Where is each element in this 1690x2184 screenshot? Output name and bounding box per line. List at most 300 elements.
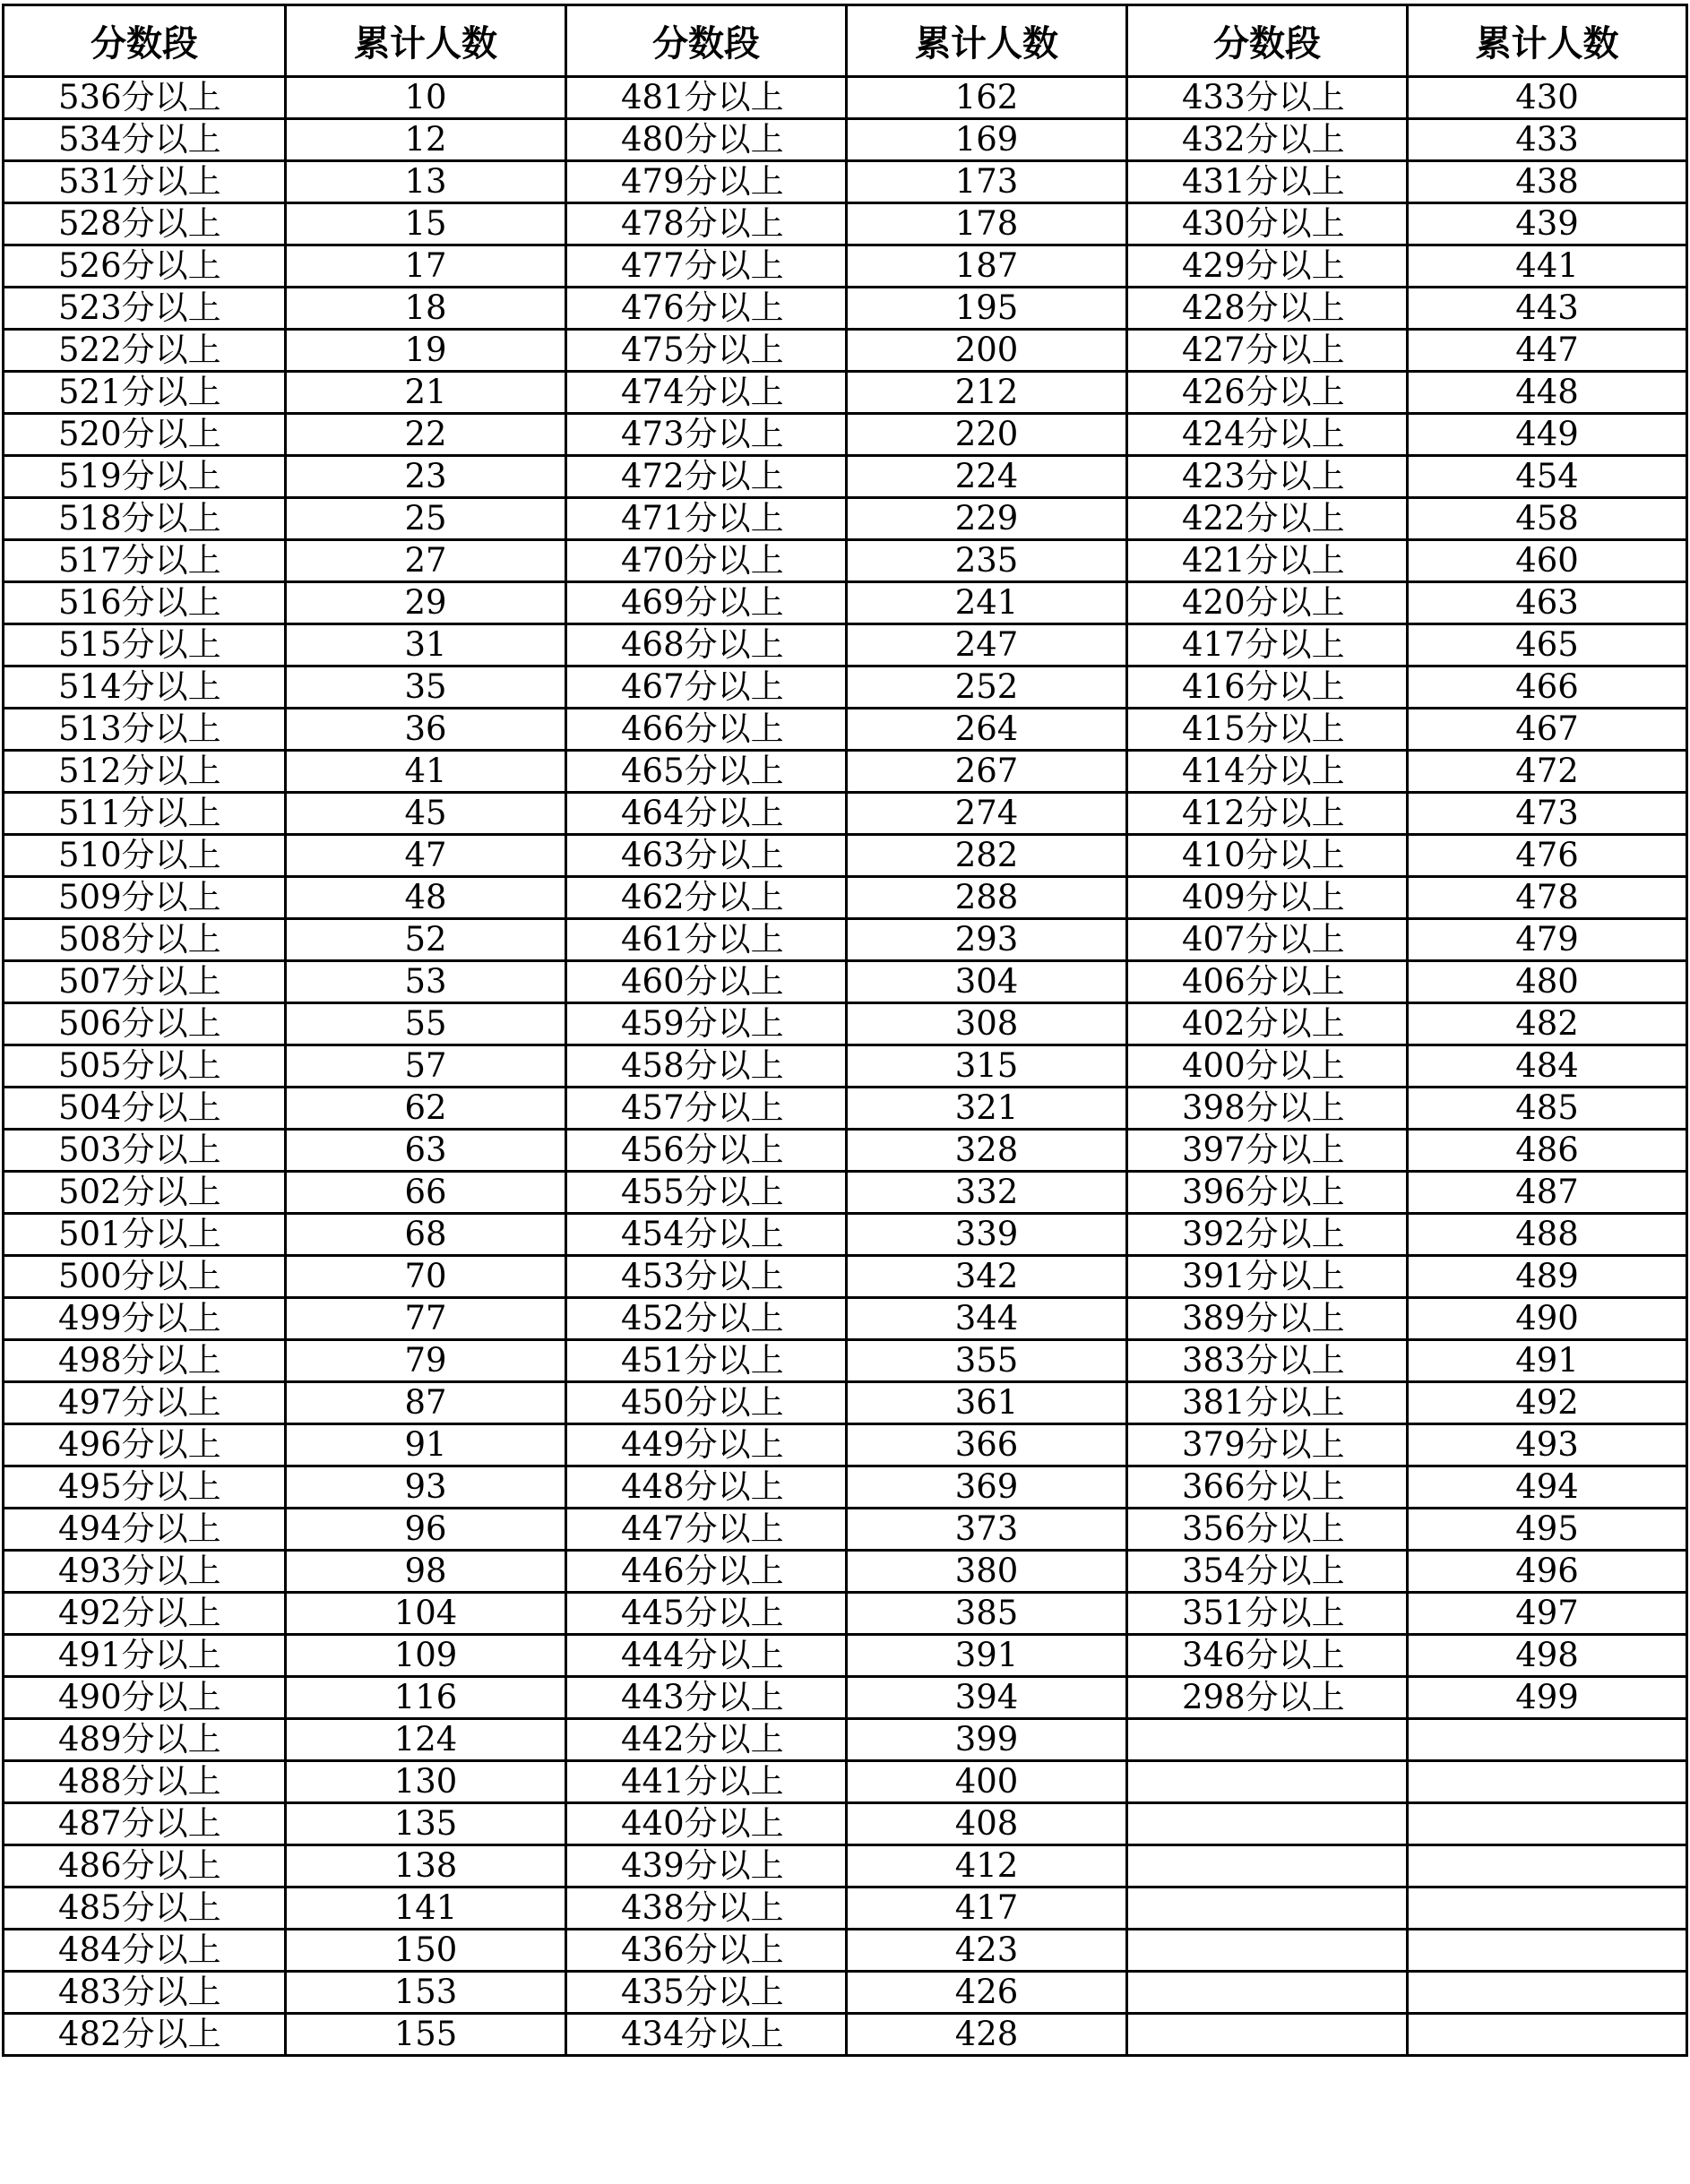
cumulative-count-cell: 332 bbox=[847, 1172, 1127, 1214]
score-band-cell: 502分以上 bbox=[4, 1172, 286, 1214]
score-band-cell: 366分以上 bbox=[1127, 1466, 1408, 1509]
cumulative-count-cell: 138 bbox=[286, 1845, 566, 1887]
score-band-cell bbox=[1127, 1719, 1408, 1761]
score-band-cell: 414分以上 bbox=[1127, 751, 1408, 793]
score-band-cell: 476分以上 bbox=[566, 288, 847, 330]
score-band-cell: 457分以上 bbox=[566, 1088, 847, 1130]
score-band-cell: 520分以上 bbox=[4, 414, 286, 456]
score-band-cell: 494分以上 bbox=[4, 1509, 286, 1551]
score-band-cell: 441分以上 bbox=[566, 1761, 847, 1803]
cumulative-count-cell: 385 bbox=[847, 1593, 1127, 1635]
cumulative-count-cell: 21 bbox=[286, 372, 566, 414]
cumulative-count-cell: 247 bbox=[847, 624, 1127, 666]
cumulative-count-cell: 93 bbox=[286, 1466, 566, 1509]
cumulative-count-cell: 135 bbox=[286, 1803, 566, 1845]
cumulative-count-cell: 109 bbox=[286, 1635, 566, 1677]
score-band-cell: 409分以上 bbox=[1127, 877, 1408, 919]
score-band-cell: 474分以上 bbox=[566, 372, 847, 414]
table-row bbox=[4, 919, 1687, 961]
score-band-cell: 442分以上 bbox=[566, 1719, 847, 1761]
table-row bbox=[4, 498, 1687, 540]
cumulative-count-cell: 447 bbox=[1408, 330, 1687, 372]
score-band-cell: 423分以上 bbox=[1127, 456, 1408, 498]
cumulative-count-cell: 178 bbox=[847, 203, 1127, 245]
table-row bbox=[4, 1003, 1687, 1045]
score-band-cell: 484分以上 bbox=[4, 1930, 286, 1972]
cumulative-count-cell: 200 bbox=[847, 330, 1127, 372]
table-row bbox=[4, 245, 1687, 288]
cumulative-count-cell: 472 bbox=[1408, 751, 1687, 793]
cumulative-count-cell: 380 bbox=[847, 1551, 1127, 1593]
header-cumulative-count-2: 累计人数 bbox=[847, 5, 1127, 77]
score-band-cell: 505分以上 bbox=[4, 1045, 286, 1088]
score-band-cell: 389分以上 bbox=[1127, 1298, 1408, 1340]
score-band-cell: 479分以上 bbox=[566, 161, 847, 203]
cumulative-count-cell: 448 bbox=[1408, 372, 1687, 414]
score-band-cell: 504分以上 bbox=[4, 1088, 286, 1130]
cumulative-count-cell: 98 bbox=[286, 1551, 566, 1593]
cumulative-count-cell: 220 bbox=[847, 414, 1127, 456]
score-band-cell: 354分以上 bbox=[1127, 1551, 1408, 1593]
score-band-cell: 514分以上 bbox=[4, 666, 286, 709]
cumulative-count-cell: 63 bbox=[286, 1130, 566, 1172]
cumulative-count-cell: 493 bbox=[1408, 1424, 1687, 1466]
score-band-cell: 440分以上 bbox=[566, 1803, 847, 1845]
score-band-cell: 465分以上 bbox=[566, 751, 847, 793]
score-band-cell: 500分以上 bbox=[4, 1256, 286, 1298]
table-row bbox=[4, 77, 1687, 119]
cumulative-count-cell: 22 bbox=[286, 414, 566, 456]
table-row bbox=[4, 1382, 1687, 1424]
cumulative-count-cell: 458 bbox=[1408, 498, 1687, 540]
score-band-cell: 501分以上 bbox=[4, 1214, 286, 1256]
cumulative-count-cell: 321 bbox=[847, 1088, 1127, 1130]
table-row bbox=[4, 1214, 1687, 1256]
score-band-cell: 430分以上 bbox=[1127, 203, 1408, 245]
cumulative-count-cell bbox=[1408, 1719, 1687, 1761]
cumulative-count-cell: 12 bbox=[286, 119, 566, 161]
table-row bbox=[4, 835, 1687, 877]
score-band-cell: 412分以上 bbox=[1127, 793, 1408, 835]
score-band-cell: 478分以上 bbox=[566, 203, 847, 245]
score-band-cell: 466分以上 bbox=[566, 709, 847, 751]
score-band-cell: 473分以上 bbox=[566, 414, 847, 456]
score-band-cell: 443分以上 bbox=[566, 1677, 847, 1719]
score-band-cell: 482分以上 bbox=[4, 2014, 286, 2056]
cumulative-count-cell: 428 bbox=[847, 2014, 1127, 2056]
cumulative-count-cell: 485 bbox=[1408, 1088, 1687, 1130]
score-band-cell: 490分以上 bbox=[4, 1677, 286, 1719]
score-band-cell: 429分以上 bbox=[1127, 245, 1408, 288]
cumulative-count-cell: 463 bbox=[1408, 582, 1687, 624]
cumulative-count-cell: 162 bbox=[847, 77, 1127, 119]
table-row bbox=[4, 161, 1687, 203]
cumulative-count-cell: 479 bbox=[1408, 919, 1687, 961]
table-row bbox=[4, 1172, 1687, 1214]
cumulative-count-cell: 91 bbox=[286, 1424, 566, 1466]
cumulative-count-cell: 10 bbox=[286, 77, 566, 119]
cumulative-count-cell: 104 bbox=[286, 1593, 566, 1635]
table-row bbox=[4, 1887, 1687, 1930]
cumulative-count-cell: 394 bbox=[847, 1677, 1127, 1719]
cumulative-count-cell: 438 bbox=[1408, 161, 1687, 203]
score-band-cell: 489分以上 bbox=[4, 1719, 286, 1761]
score-band-cell bbox=[1127, 1845, 1408, 1887]
cumulative-count-cell: 29 bbox=[286, 582, 566, 624]
score-band-cell: 432分以上 bbox=[1127, 119, 1408, 161]
table-row bbox=[4, 961, 1687, 1003]
cumulative-count-cell: 441 bbox=[1408, 245, 1687, 288]
cumulative-count-cell: 124 bbox=[286, 1719, 566, 1761]
cumulative-count-cell: 187 bbox=[847, 245, 1127, 288]
cumulative-count-cell: 27 bbox=[286, 540, 566, 582]
cumulative-count-cell: 497 bbox=[1408, 1593, 1687, 1635]
table-row bbox=[4, 1509, 1687, 1551]
cumulative-count-cell: 79 bbox=[286, 1340, 566, 1382]
score-band-cell: 517分以上 bbox=[4, 540, 286, 582]
score-band-cell: 519分以上 bbox=[4, 456, 286, 498]
table-row bbox=[4, 456, 1687, 498]
score-band-cell: 436分以上 bbox=[566, 1930, 847, 1972]
score-band-cell: 422分以上 bbox=[1127, 498, 1408, 540]
cumulative-count-cell: 454 bbox=[1408, 456, 1687, 498]
header-cumulative-count-3: 累计人数 bbox=[1408, 5, 1687, 77]
cumulative-count-cell: 369 bbox=[847, 1466, 1127, 1509]
cumulative-count-cell: 492 bbox=[1408, 1382, 1687, 1424]
score-band-cell: 346分以上 bbox=[1127, 1635, 1408, 1677]
table-row bbox=[4, 1424, 1687, 1466]
table-row bbox=[4, 288, 1687, 330]
cumulative-count-cell: 195 bbox=[847, 288, 1127, 330]
cumulative-count-cell: 70 bbox=[286, 1256, 566, 1298]
cumulative-count-cell: 116 bbox=[286, 1677, 566, 1719]
score-band-cell: 446分以上 bbox=[566, 1551, 847, 1593]
score-band-cell: 460分以上 bbox=[566, 961, 847, 1003]
table-row bbox=[4, 582, 1687, 624]
table-body bbox=[4, 77, 1687, 2056]
score-band-cell: 488分以上 bbox=[4, 1761, 286, 1803]
cumulative-count-cell: 47 bbox=[286, 835, 566, 877]
score-band-cell: 516分以上 bbox=[4, 582, 286, 624]
score-band-cell: 450分以上 bbox=[566, 1382, 847, 1424]
cumulative-count-cell: 488 bbox=[1408, 1214, 1687, 1256]
table-row bbox=[4, 1635, 1687, 1677]
cumulative-count-cell: 408 bbox=[847, 1803, 1127, 1845]
score-band-cell bbox=[1127, 1887, 1408, 1930]
cumulative-count-cell: 476 bbox=[1408, 835, 1687, 877]
table-row bbox=[4, 1930, 1687, 1972]
header-row bbox=[4, 5, 1687, 77]
header-score-band-1: 分数段 bbox=[4, 5, 286, 77]
cumulative-count-cell: 460 bbox=[1408, 540, 1687, 582]
score-band-cell: 455分以上 bbox=[566, 1172, 847, 1214]
cumulative-count-cell: 224 bbox=[847, 456, 1127, 498]
score-band-cell: 471分以上 bbox=[566, 498, 847, 540]
cumulative-count-cell: 486 bbox=[1408, 1130, 1687, 1172]
cumulative-count-cell: 212 bbox=[847, 372, 1127, 414]
score-band-cell: 481分以上 bbox=[566, 77, 847, 119]
cumulative-count-cell: 465 bbox=[1408, 624, 1687, 666]
cumulative-count-cell: 391 bbox=[847, 1635, 1127, 1677]
cumulative-count-cell: 153 bbox=[286, 1972, 566, 2014]
cumulative-count-cell: 25 bbox=[286, 498, 566, 540]
table-row bbox=[4, 1088, 1687, 1130]
score-band-cell: 526分以上 bbox=[4, 245, 286, 288]
table-row bbox=[4, 624, 1687, 666]
score-band-cell: 515分以上 bbox=[4, 624, 286, 666]
cumulative-count-cell: 48 bbox=[286, 877, 566, 919]
cumulative-count-cell: 490 bbox=[1408, 1298, 1687, 1340]
header-cumulative-count-1: 累计人数 bbox=[286, 5, 566, 77]
cumulative-count-cell: 426 bbox=[847, 1972, 1127, 2014]
score-band-cell: 402分以上 bbox=[1127, 1003, 1408, 1045]
score-band-cell: 445分以上 bbox=[566, 1593, 847, 1635]
score-band-cell bbox=[1127, 1930, 1408, 1972]
cumulative-count-cell: 62 bbox=[286, 1088, 566, 1130]
table-row bbox=[4, 751, 1687, 793]
score-band-cell: 470分以上 bbox=[566, 540, 847, 582]
cumulative-count-cell: 282 bbox=[847, 835, 1127, 877]
score-band-cell: 447分以上 bbox=[566, 1509, 847, 1551]
table-row bbox=[4, 414, 1687, 456]
score-band-cell: 400分以上 bbox=[1127, 1045, 1408, 1088]
score-band-cell: 497分以上 bbox=[4, 1382, 286, 1424]
score-band-cell: 493分以上 bbox=[4, 1551, 286, 1593]
cumulative-count-cell: 373 bbox=[847, 1509, 1127, 1551]
cumulative-count-cell: 264 bbox=[847, 709, 1127, 751]
cumulative-count-cell: 496 bbox=[1408, 1551, 1687, 1593]
cumulative-count-cell: 478 bbox=[1408, 877, 1687, 919]
cumulative-count-cell: 328 bbox=[847, 1130, 1127, 1172]
cumulative-count-cell bbox=[1408, 1803, 1687, 1845]
score-band-cell: 461分以上 bbox=[566, 919, 847, 961]
cumulative-count-cell: 344 bbox=[847, 1298, 1127, 1340]
cumulative-count-cell: 480 bbox=[1408, 961, 1687, 1003]
table-row bbox=[4, 1677, 1687, 1719]
cumulative-count-cell: 466 bbox=[1408, 666, 1687, 709]
table-row bbox=[4, 2014, 1687, 2056]
cumulative-count-cell: 19 bbox=[286, 330, 566, 372]
cumulative-count-cell: 52 bbox=[286, 919, 566, 961]
cumulative-count-cell: 355 bbox=[847, 1340, 1127, 1382]
score-band-cell: 507分以上 bbox=[4, 961, 286, 1003]
cumulative-count-cell: 499 bbox=[1408, 1677, 1687, 1719]
score-band-cell: 426分以上 bbox=[1127, 372, 1408, 414]
table-row bbox=[4, 372, 1687, 414]
score-band-cell: 448分以上 bbox=[566, 1466, 847, 1509]
cumulative-count-cell: 361 bbox=[847, 1382, 1127, 1424]
score-band-cell: 503分以上 bbox=[4, 1130, 286, 1172]
score-band-cell: 406分以上 bbox=[1127, 961, 1408, 1003]
score-band-cell: 487分以上 bbox=[4, 1803, 286, 1845]
cumulative-count-cell: 315 bbox=[847, 1045, 1127, 1088]
cumulative-count-cell: 430 bbox=[1408, 77, 1687, 119]
score-band-cell: 431分以上 bbox=[1127, 161, 1408, 203]
table-row bbox=[4, 877, 1687, 919]
table-row bbox=[4, 1761, 1687, 1803]
cumulative-count-cell: 41 bbox=[286, 751, 566, 793]
cumulative-count-cell bbox=[1408, 2014, 1687, 2056]
cumulative-count-cell: 487 bbox=[1408, 1172, 1687, 1214]
cumulative-count-cell: 130 bbox=[286, 1761, 566, 1803]
score-band-cell: 528分以上 bbox=[4, 203, 286, 245]
score-band-cell: 433分以上 bbox=[1127, 77, 1408, 119]
cumulative-count-cell: 35 bbox=[286, 666, 566, 709]
score-band-cell: 464分以上 bbox=[566, 793, 847, 835]
header-score-band-3: 分数段 bbox=[1127, 5, 1408, 77]
score-distribution-sheet bbox=[2, 4, 1686, 2180]
score-band-cell: 477分以上 bbox=[566, 245, 847, 288]
score-band-cell: 391分以上 bbox=[1127, 1256, 1408, 1298]
score-band-cell: 392分以上 bbox=[1127, 1214, 1408, 1256]
score-band-cell: 416分以上 bbox=[1127, 666, 1408, 709]
cumulative-count-cell bbox=[1408, 1887, 1687, 1930]
cumulative-count-cell: 155 bbox=[286, 2014, 566, 2056]
score-band-cell: 495分以上 bbox=[4, 1466, 286, 1509]
table-row bbox=[4, 1045, 1687, 1088]
table-row bbox=[4, 1719, 1687, 1761]
cumulative-count-cell: 342 bbox=[847, 1256, 1127, 1298]
cumulative-count-cell: 17 bbox=[286, 245, 566, 288]
table-row bbox=[4, 1551, 1687, 1593]
cumulative-count-cell: 433 bbox=[1408, 119, 1687, 161]
score-band-cell: 420分以上 bbox=[1127, 582, 1408, 624]
score-band-cell: 424分以上 bbox=[1127, 414, 1408, 456]
score-band-cell: 522分以上 bbox=[4, 330, 286, 372]
cumulative-count-cell: 173 bbox=[847, 161, 1127, 203]
table-row bbox=[4, 1340, 1687, 1382]
score-band-cell: 492分以上 bbox=[4, 1593, 286, 1635]
score-band-cell: 513分以上 bbox=[4, 709, 286, 751]
cumulative-count-cell: 77 bbox=[286, 1298, 566, 1340]
score-band-cell: 510分以上 bbox=[4, 835, 286, 877]
score-band-cell: 453分以上 bbox=[566, 1256, 847, 1298]
score-band-cell: 439分以上 bbox=[566, 1845, 847, 1887]
score-band-cell: 521分以上 bbox=[4, 372, 286, 414]
score-band-cell: 536分以上 bbox=[4, 77, 286, 119]
score-band-cell: 298分以上 bbox=[1127, 1677, 1408, 1719]
table-row bbox=[4, 793, 1687, 835]
score-band-cell: 523分以上 bbox=[4, 288, 286, 330]
cumulative-count-cell: 288 bbox=[847, 877, 1127, 919]
score-band-cell: 498分以上 bbox=[4, 1340, 286, 1382]
table-row bbox=[4, 203, 1687, 245]
header-score-band-2: 分数段 bbox=[566, 5, 847, 77]
cumulative-count-cell: 13 bbox=[286, 161, 566, 203]
cumulative-count-cell: 339 bbox=[847, 1214, 1127, 1256]
cumulative-count-cell: 491 bbox=[1408, 1340, 1687, 1382]
cumulative-count-cell: 66 bbox=[286, 1172, 566, 1214]
cumulative-count-cell: 150 bbox=[286, 1930, 566, 1972]
cumulative-count-cell: 274 bbox=[847, 793, 1127, 835]
score-band-cell: 508分以上 bbox=[4, 919, 286, 961]
cumulative-count-cell bbox=[1408, 1761, 1687, 1803]
score-band-cell bbox=[1127, 1761, 1408, 1803]
score-band-cell: 396分以上 bbox=[1127, 1172, 1408, 1214]
score-band-cell: 428分以上 bbox=[1127, 288, 1408, 330]
table-row bbox=[4, 1298, 1687, 1340]
score-band-cell: 483分以上 bbox=[4, 1972, 286, 2014]
cumulative-count-cell: 23 bbox=[286, 456, 566, 498]
cumulative-count-cell: 235 bbox=[847, 540, 1127, 582]
cumulative-count-cell: 229 bbox=[847, 498, 1127, 540]
score-band-cell: 415分以上 bbox=[1127, 709, 1408, 751]
score-band-cell: 499分以上 bbox=[4, 1298, 286, 1340]
table-row bbox=[4, 540, 1687, 582]
score-band-cell: 472分以上 bbox=[566, 456, 847, 498]
cumulative-count-cell: 141 bbox=[286, 1887, 566, 1930]
cumulative-count-cell: 443 bbox=[1408, 288, 1687, 330]
cumulative-count-cell: 467 bbox=[1408, 709, 1687, 751]
table-row bbox=[4, 330, 1687, 372]
score-band-cell: 534分以上 bbox=[4, 119, 286, 161]
score-band-cell: 463分以上 bbox=[566, 835, 847, 877]
cumulative-count-cell: 87 bbox=[286, 1382, 566, 1424]
cumulative-count-cell: 495 bbox=[1408, 1509, 1687, 1551]
cumulative-count-cell: 400 bbox=[847, 1761, 1127, 1803]
score-band-cell: 421分以上 bbox=[1127, 540, 1408, 582]
score-band-cell: 438分以上 bbox=[566, 1887, 847, 1930]
cumulative-count-cell: 498 bbox=[1408, 1635, 1687, 1677]
cumulative-count-cell: 482 bbox=[1408, 1003, 1687, 1045]
score-band-cell: 379分以上 bbox=[1127, 1424, 1408, 1466]
score-band-cell: 434分以上 bbox=[566, 2014, 847, 2056]
cumulative-count-cell: 169 bbox=[847, 119, 1127, 161]
cumulative-count-cell: 417 bbox=[847, 1887, 1127, 1930]
score-band-cell: 518分以上 bbox=[4, 498, 286, 540]
cumulative-count-cell: 45 bbox=[286, 793, 566, 835]
score-band-cell: 469分以上 bbox=[566, 582, 847, 624]
score-band-cell: 480分以上 bbox=[566, 119, 847, 161]
cumulative-count-cell: 18 bbox=[286, 288, 566, 330]
score-band-cell: 456分以上 bbox=[566, 1130, 847, 1172]
score-band-cell: 383分以上 bbox=[1127, 1340, 1408, 1382]
cumulative-count-cell: 304 bbox=[847, 961, 1127, 1003]
score-band-cell: 381分以上 bbox=[1127, 1382, 1408, 1424]
score-band-cell: 451分以上 bbox=[566, 1340, 847, 1382]
score-band-cell: 496分以上 bbox=[4, 1424, 286, 1466]
table-row bbox=[4, 1130, 1687, 1172]
score-band-cell: 417分以上 bbox=[1127, 624, 1408, 666]
score-band-cell: 397分以上 bbox=[1127, 1130, 1408, 1172]
score-band-cell: 491分以上 bbox=[4, 1635, 286, 1677]
score-band-cell: 452分以上 bbox=[566, 1298, 847, 1340]
table-row bbox=[4, 1972, 1687, 2014]
cumulative-count-cell: 57 bbox=[286, 1045, 566, 1088]
score-band-cell: 427分以上 bbox=[1127, 330, 1408, 372]
cumulative-count-cell: 55 bbox=[286, 1003, 566, 1045]
score-band-cell bbox=[1127, 2014, 1408, 2056]
score-band-cell: 468分以上 bbox=[566, 624, 847, 666]
cumulative-count-cell: 366 bbox=[847, 1424, 1127, 1466]
score-band-cell: 486分以上 bbox=[4, 1845, 286, 1887]
cumulative-count-cell: 36 bbox=[286, 709, 566, 751]
cumulative-count-cell: 473 bbox=[1408, 793, 1687, 835]
score-table bbox=[2, 4, 1688, 2057]
cumulative-count-cell: 252 bbox=[847, 666, 1127, 709]
cumulative-count-cell: 96 bbox=[286, 1509, 566, 1551]
table-row bbox=[4, 1845, 1687, 1887]
score-band-cell: 449分以上 bbox=[566, 1424, 847, 1466]
cumulative-count-cell bbox=[1408, 1930, 1687, 1972]
score-band-cell: 512分以上 bbox=[4, 751, 286, 793]
cumulative-count-cell: 308 bbox=[847, 1003, 1127, 1045]
score-band-cell: 444分以上 bbox=[566, 1635, 847, 1677]
cumulative-count-cell: 399 bbox=[847, 1719, 1127, 1761]
score-band-cell: 531分以上 bbox=[4, 161, 286, 203]
table-row bbox=[4, 1466, 1687, 1509]
cumulative-count-cell: 412 bbox=[847, 1845, 1127, 1887]
